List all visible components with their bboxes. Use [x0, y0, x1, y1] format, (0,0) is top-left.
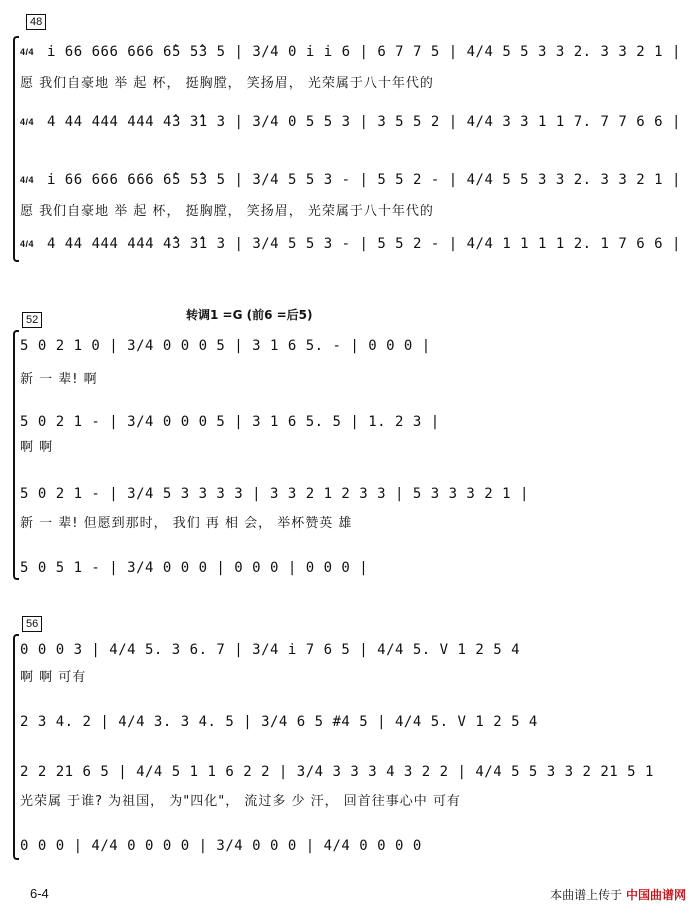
score-row — [20, 414, 680, 434]
footer-credit — [550, 886, 686, 903]
measure-number-56: 56 — [22, 616, 42, 632]
score-row — [20, 838, 680, 858]
score-row — [20, 714, 680, 734]
lyric-line: 啊 啊 可有 — [20, 670, 87, 685]
time-signature: 4/4 — [20, 174, 35, 185]
score-row — [20, 236, 680, 256]
lyric-line: 光荣属 于谁? 为祖国， 为"四化"， 流过多 少 汗， 回首往事心中 可有 — [20, 794, 461, 809]
time-signature: 4/4 — [20, 116, 35, 127]
notation: 5 0 2 1 0 | 3/4 0 0 0 5 | 3 1 6 5. - | 0 0 0 | — [20, 338, 431, 354]
page-number: 6-4 — [30, 886, 49, 901]
lyric-line: 啊 啊 — [20, 440, 54, 455]
time-signature: 4/4 — [20, 238, 35, 249]
lyric-line: 愿 我们自豪地 举 起 杯， 挺胸膛， 笑扬眉， 光荣属于八十年代的 — [20, 76, 434, 91]
score-row — [20, 486, 680, 506]
notation: 0 0 0 3 | 4/4 5. 3 6. 7 | 3/4 i 7 6 5 | 4/4 5. V 1 2 5 4 — [20, 642, 521, 658]
score-row — [20, 44, 680, 64]
score-row — [20, 764, 680, 784]
score-row — [20, 338, 680, 358]
measure-number-48: 48 — [26, 14, 46, 30]
notation: 5 0 2 1 - | 3/4 5 3 3 3 3 | 3 3 2 1 2 3 3 | 5 3 3 3 2 1 | — [20, 486, 529, 502]
lyric-line: 愿 我们自豪地 举 起 杯， 挺胸膛， 笑扬眉， 光荣属于八十年代的 — [20, 204, 434, 219]
notation: 2 3 4. 2 | 4/4 3. 3 4. 5 | 3/4 6 5 #4 5 | 4/4 5. V 1 2 5 4 — [20, 714, 538, 730]
notation: 4 44 444 444 4̂3 3̂1 3 | 3/4 5 5 3 - | 5 5 2 - | 4/4 1 1 1 1 2. 1 7 6 6 | — [46, 236, 681, 252]
notation: i 66 666 666 6̂5 5̂3 5 | 3/4 0 i i 6 | 6 7 7 5 | 4/4 5 5 3 3 2. 3 3 2 1 | — [46, 44, 681, 60]
notation: 5 0 2 1 - | 3/4 0 0 0 5 | 3 1 6 5. 5 | 1. 2 3 | — [20, 414, 440, 430]
lyric-line: 新 一 辈! 啊 — [20, 372, 98, 387]
system-brace — [13, 330, 19, 580]
measure-number-52: 52 — [22, 312, 42, 328]
lyric-line: 新 一 辈! 但愿到那时， 我们 再 相 会， 举杯赞英 雄 — [20, 516, 353, 531]
key-change-label: 转调1 =G (前6 =后5) — [186, 308, 313, 322]
score-row — [20, 172, 680, 192]
notation: 2 2 21 6 5 | 4/4 5 1 1 6 2 2 | 3/4 3 3 3 4 3 2 2 | 4/4 5 5 3 3 2 21 5 1 — [20, 764, 654, 780]
site-logo: 中国曲谱网 — [625, 888, 686, 902]
score-row — [20, 560, 680, 580]
footer-text: 本曲谱上传于 — [550, 888, 623, 902]
notation: 4 44 444 444 4̂3 3̂1 3 | 3/4 0 5 5 3 | 3 5 5 2 | 4/4 3 3 1 1 7. 7 7 6 6 | — [46, 114, 681, 130]
time-signature: 4/4 — [20, 46, 35, 57]
notation: 0 0 0 | 4/4 0 0 0 0 | 3/4 0 0 0 | 4/4 0 0 0 0 — [20, 838, 422, 854]
score-row — [20, 642, 680, 662]
notation: i 66 666 666 6̂5 5̂3 5 | 3/4 5 5 3 - | 5 5 2 - | 4/4 5 5 3 3 2. 3 3 2 1 | — [46, 172, 681, 188]
system-brace — [13, 634, 19, 860]
score-row — [20, 114, 680, 134]
notation: 5 0 5 1 - | 3/4 0 0 0 | 0 0 0 | 0 0 0 | — [20, 560, 369, 576]
system-brace — [13, 36, 19, 262]
